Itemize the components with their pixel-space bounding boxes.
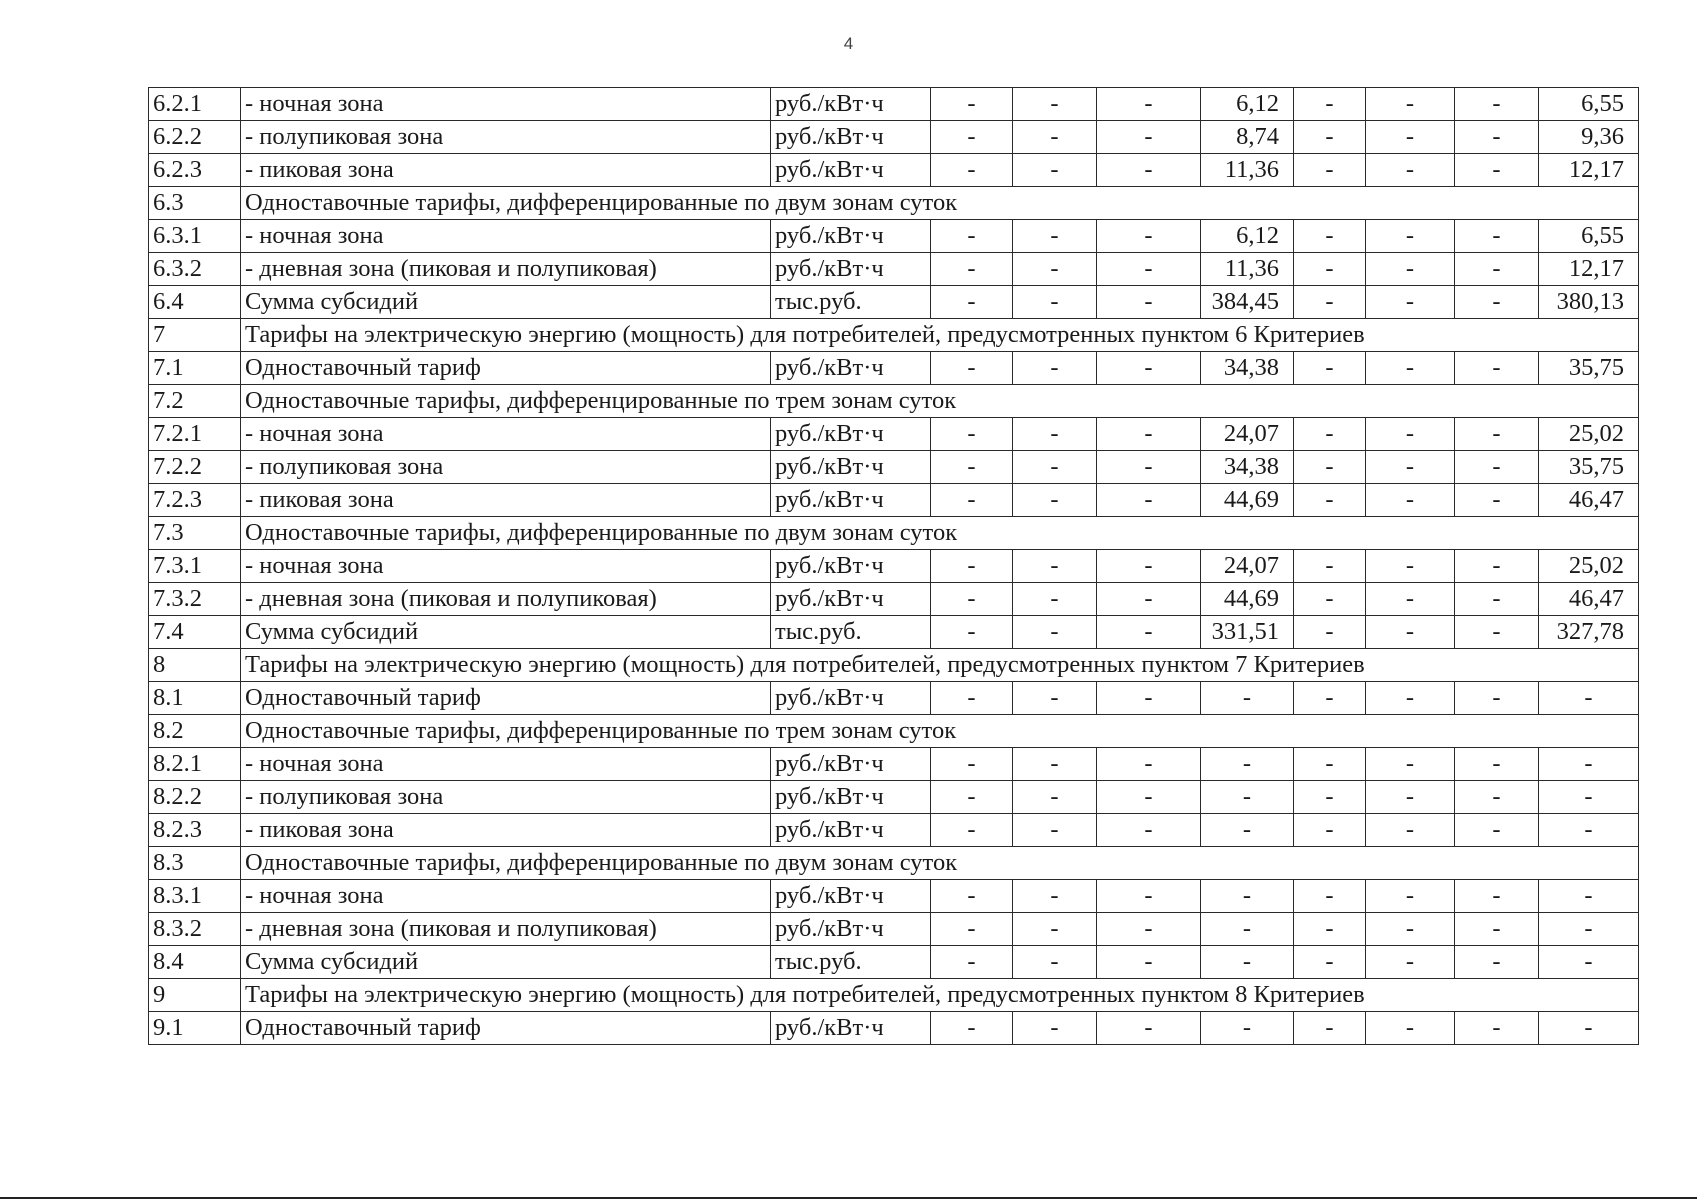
value-cell: -	[1013, 253, 1097, 286]
value-cell: -	[931, 352, 1013, 385]
value-cell: 24,07	[1201, 418, 1294, 451]
value-cell: -	[1013, 154, 1097, 187]
value-cell: -	[1201, 1012, 1294, 1045]
item-name: - ночная зона	[241, 88, 771, 121]
row-number: 8.1	[149, 682, 241, 715]
row-number: 7	[149, 319, 241, 352]
value-cell: 6,55	[1539, 88, 1639, 121]
table-row	[149, 550, 1639, 583]
value-cell: -	[1013, 748, 1097, 781]
row-number: 7.2.3	[149, 484, 241, 517]
table-row	[149, 1012, 1639, 1045]
value-cell: -	[931, 880, 1013, 913]
page-bottom-edge	[0, 1197, 1697, 1199]
value-cell: 380,13	[1539, 286, 1639, 319]
value-cell: -	[1366, 286, 1455, 319]
item-name: - дневная зона (пиковая и полупиковая)	[241, 583, 771, 616]
row-number: 8.2.1	[149, 748, 241, 781]
unit-cell: тыс.руб.	[771, 286, 931, 319]
value-cell: -	[1097, 583, 1201, 616]
tariff-table-body	[149, 88, 1639, 1045]
value-cell: -	[1294, 682, 1366, 715]
item-name: Одноставочный тариф	[241, 1012, 771, 1045]
value-cell: -	[1455, 1012, 1539, 1045]
value-cell: -	[931, 814, 1013, 847]
value-cell: -	[931, 88, 1013, 121]
row-number: 9.1	[149, 1012, 241, 1045]
value-cell: -	[1097, 121, 1201, 154]
value-cell: -	[931, 550, 1013, 583]
value-cell: -	[931, 616, 1013, 649]
value-cell: -	[931, 484, 1013, 517]
section-title: Одноставочные тарифы, дифференцированные по двум зонам суток	[241, 517, 1639, 550]
row-number: 8.2.2	[149, 781, 241, 814]
item-name: - ночная зона	[241, 418, 771, 451]
unit-cell: руб./кВт·ч	[771, 418, 931, 451]
section-title: Тарифы на электрическую энергию (мощность) для потребителей, предусмотренных пунктом 7 Критериев	[241, 649, 1639, 682]
section-row	[149, 385, 1639, 418]
unit-cell: руб./кВт·ч	[771, 484, 931, 517]
value-cell: -	[1097, 748, 1201, 781]
item-name: - ночная зона	[241, 748, 771, 781]
value-cell: -	[1294, 913, 1366, 946]
value-cell: -	[1097, 880, 1201, 913]
value-cell: -	[1294, 451, 1366, 484]
value-cell: -	[1097, 220, 1201, 253]
value-cell: -	[1539, 946, 1639, 979]
value-cell: -	[1097, 913, 1201, 946]
value-cell: -	[1294, 781, 1366, 814]
value-cell: 6,55	[1539, 220, 1639, 253]
value-cell: 11,36	[1201, 253, 1294, 286]
value-cell: -	[1455, 253, 1539, 286]
value-cell: -	[1455, 913, 1539, 946]
section-title: Одноставочные тарифы, дифференцированные по трем зонам суток	[241, 385, 1639, 418]
value-cell: -	[1455, 418, 1539, 451]
value-cell: -	[1097, 781, 1201, 814]
item-name: - ночная зона	[241, 880, 771, 913]
row-number: 8.4	[149, 946, 241, 979]
row-number: 7.3.2	[149, 583, 241, 616]
value-cell: -	[1013, 451, 1097, 484]
value-cell: -	[1013, 814, 1097, 847]
value-cell: -	[1455, 682, 1539, 715]
row-number: 8	[149, 649, 241, 682]
value-cell: 384,45	[1201, 286, 1294, 319]
value-cell: -	[1097, 616, 1201, 649]
value-cell: -	[1539, 1012, 1639, 1045]
value-cell: -	[1013, 1012, 1097, 1045]
value-cell: -	[1294, 484, 1366, 517]
section-title: Тарифы на электрическую энергию (мощность) для потребителей, предусмотренных пунктом 6 Критериев	[241, 319, 1639, 352]
value-cell: 24,07	[1201, 550, 1294, 583]
item-name: - ночная зона	[241, 550, 771, 583]
unit-cell: руб./кВт·ч	[771, 220, 931, 253]
value-cell: -	[1294, 418, 1366, 451]
value-cell: -	[931, 286, 1013, 319]
value-cell: -	[1366, 583, 1455, 616]
value-cell: 327,78	[1539, 616, 1639, 649]
value-cell: -	[1013, 616, 1097, 649]
section-title: Одноставочные тарифы, дифференцированные по трем зонам суток	[241, 715, 1639, 748]
value-cell: -	[1455, 583, 1539, 616]
table-row	[149, 880, 1639, 913]
row-number: 7.3.1	[149, 550, 241, 583]
table-row	[149, 814, 1639, 847]
value-cell: -	[931, 1012, 1013, 1045]
row-number: 6.3	[149, 187, 241, 220]
row-number: 6.3.1	[149, 220, 241, 253]
value-cell: -	[1366, 121, 1455, 154]
value-cell: 12,17	[1539, 154, 1639, 187]
unit-cell: руб./кВт·ч	[771, 550, 931, 583]
item-name: - пиковая зона	[241, 484, 771, 517]
value-cell: 6,12	[1201, 220, 1294, 253]
unit-cell: руб./кВт·ч	[771, 781, 931, 814]
value-cell: -	[1455, 550, 1539, 583]
value-cell: -	[1294, 1012, 1366, 1045]
section-row	[149, 319, 1639, 352]
value-cell: -	[1013, 550, 1097, 583]
table-row	[149, 220, 1639, 253]
value-cell: 25,02	[1539, 418, 1639, 451]
value-cell: -	[1013, 682, 1097, 715]
value-cell: -	[1097, 352, 1201, 385]
row-number: 8.2	[149, 715, 241, 748]
value-cell: -	[1366, 1012, 1455, 1045]
value-cell: -	[1294, 550, 1366, 583]
value-cell: -	[931, 121, 1013, 154]
value-cell: -	[1201, 913, 1294, 946]
item-name: - полупиковая зона	[241, 121, 771, 154]
table-row	[149, 286, 1639, 319]
value-cell: -	[931, 748, 1013, 781]
value-cell: -	[931, 451, 1013, 484]
row-number: 8.3.1	[149, 880, 241, 913]
section-title: Тарифы на электрическую энергию (мощность) для потребителей, предусмотренных пунктом 8 Критериев	[241, 979, 1639, 1012]
table-row	[149, 451, 1639, 484]
row-number: 6.4	[149, 286, 241, 319]
value-cell: -	[931, 154, 1013, 187]
value-cell: -	[1201, 748, 1294, 781]
value-cell: -	[1097, 1012, 1201, 1045]
value-cell: -	[1097, 253, 1201, 286]
value-cell: 35,75	[1539, 451, 1639, 484]
value-cell: 44,69	[1201, 484, 1294, 517]
value-cell: -	[1455, 880, 1539, 913]
unit-cell: руб./кВт·ч	[771, 451, 931, 484]
row-number: 6.2.1	[149, 88, 241, 121]
value-cell: -	[1366, 352, 1455, 385]
value-cell: -	[1294, 748, 1366, 781]
table-row	[149, 583, 1639, 616]
value-cell: 34,38	[1201, 451, 1294, 484]
value-cell: -	[1455, 451, 1539, 484]
item-name: - дневная зона (пиковая и полупиковая)	[241, 253, 771, 286]
value-cell: -	[1366, 913, 1455, 946]
row-number: 6.2.3	[149, 154, 241, 187]
value-cell: -	[1455, 286, 1539, 319]
value-cell: 46,47	[1539, 583, 1639, 616]
value-cell: -	[1366, 814, 1455, 847]
unit-cell: руб./кВт·ч	[771, 880, 931, 913]
row-number: 7.2.1	[149, 418, 241, 451]
value-cell: -	[1013, 352, 1097, 385]
item-name: Сумма субсидий	[241, 616, 771, 649]
item-name: Одноставочный тариф	[241, 682, 771, 715]
value-cell: -	[1455, 121, 1539, 154]
value-cell: -	[1366, 88, 1455, 121]
unit-cell: руб./кВт·ч	[771, 913, 931, 946]
value-cell: -	[1294, 154, 1366, 187]
value-cell: -	[1013, 484, 1097, 517]
item-name: - полупиковая зона	[241, 451, 771, 484]
value-cell: -	[931, 418, 1013, 451]
value-cell: -	[1539, 913, 1639, 946]
value-cell: -	[1294, 88, 1366, 121]
row-number: 7.2	[149, 385, 241, 418]
value-cell: -	[1201, 682, 1294, 715]
value-cell: -	[1366, 154, 1455, 187]
unit-cell: руб./кВт·ч	[771, 748, 931, 781]
unit-cell: руб./кВт·ч	[771, 682, 931, 715]
value-cell: -	[1366, 748, 1455, 781]
value-cell: -	[1013, 220, 1097, 253]
item-name: - ночная зона	[241, 220, 771, 253]
row-number: 7.4	[149, 616, 241, 649]
value-cell: 34,38	[1201, 352, 1294, 385]
section-row	[149, 517, 1639, 550]
value-cell: -	[1013, 121, 1097, 154]
value-cell: -	[1455, 946, 1539, 979]
unit-cell: тыс.руб.	[771, 946, 931, 979]
value-cell: -	[1013, 286, 1097, 319]
value-cell: -	[1097, 154, 1201, 187]
value-cell: 46,47	[1539, 484, 1639, 517]
table-row	[149, 913, 1639, 946]
unit-cell: руб./кВт·ч	[771, 352, 931, 385]
section-title: Одноставочные тарифы, дифференцированные по двум зонам суток	[241, 847, 1639, 880]
value-cell: -	[1294, 583, 1366, 616]
value-cell: -	[1097, 451, 1201, 484]
value-cell: 35,75	[1539, 352, 1639, 385]
value-cell: -	[1455, 484, 1539, 517]
section-title: Одноставочные тарифы, дифференцированные по двум зонам суток	[241, 187, 1639, 220]
table-row	[149, 781, 1639, 814]
value-cell: 12,17	[1539, 253, 1639, 286]
value-cell: -	[1294, 253, 1366, 286]
value-cell: -	[1539, 682, 1639, 715]
value-cell: -	[1366, 220, 1455, 253]
value-cell: -	[1366, 550, 1455, 583]
table-row	[149, 616, 1639, 649]
table-row	[149, 88, 1639, 121]
value-cell: 6,12	[1201, 88, 1294, 121]
value-cell: -	[1294, 946, 1366, 979]
value-cell: -	[1455, 220, 1539, 253]
unit-cell: руб./кВт·ч	[771, 253, 931, 286]
value-cell: -	[1366, 418, 1455, 451]
value-cell: -	[931, 253, 1013, 286]
unit-cell: руб./кВт·ч	[771, 88, 931, 121]
row-number: 8.3	[149, 847, 241, 880]
table-row	[149, 352, 1639, 385]
table-row	[149, 418, 1639, 451]
value-cell: -	[1366, 484, 1455, 517]
value-cell: -	[1294, 121, 1366, 154]
value-cell: -	[1366, 253, 1455, 286]
item-name: - пиковая зона	[241, 154, 771, 187]
value-cell: -	[1013, 880, 1097, 913]
value-cell: -	[1294, 352, 1366, 385]
value-cell: -	[1097, 550, 1201, 583]
unit-cell: руб./кВт·ч	[771, 121, 931, 154]
value-cell: -	[1097, 484, 1201, 517]
value-cell: -	[1455, 616, 1539, 649]
value-cell: -	[1201, 814, 1294, 847]
item-name: - полупиковая зона	[241, 781, 771, 814]
unit-cell: руб./кВт·ч	[771, 154, 931, 187]
value-cell: -	[1455, 814, 1539, 847]
item-name: - пиковая зона	[241, 814, 771, 847]
row-number: 7.1	[149, 352, 241, 385]
row-number: 6.2.2	[149, 121, 241, 154]
section-row	[149, 847, 1639, 880]
value-cell: -	[1013, 913, 1097, 946]
value-cell: -	[931, 682, 1013, 715]
value-cell: -	[1201, 880, 1294, 913]
tariff-table	[148, 87, 1639, 1045]
table-row	[149, 121, 1639, 154]
value-cell: -	[1294, 616, 1366, 649]
value-cell: -	[1097, 682, 1201, 715]
table-row	[149, 946, 1639, 979]
section-row	[149, 187, 1639, 220]
unit-cell: руб./кВт·ч	[771, 1012, 931, 1045]
value-cell: 11,36	[1201, 154, 1294, 187]
value-cell: -	[1097, 946, 1201, 979]
row-number: 7.3	[149, 517, 241, 550]
table-row	[149, 484, 1639, 517]
value-cell: -	[1455, 352, 1539, 385]
row-number: 7.2.2	[149, 451, 241, 484]
value-cell: -	[1539, 781, 1639, 814]
value-cell: 44,69	[1201, 583, 1294, 616]
value-cell: -	[1294, 814, 1366, 847]
value-cell: -	[1013, 583, 1097, 616]
value-cell: -	[1539, 880, 1639, 913]
table-row	[149, 253, 1639, 286]
page-number: 4	[843, 34, 854, 53]
value-cell: -	[1201, 946, 1294, 979]
value-cell: -	[1097, 814, 1201, 847]
section-row	[149, 979, 1639, 1012]
value-cell: -	[1455, 781, 1539, 814]
value-cell: -	[1366, 880, 1455, 913]
table-row	[149, 682, 1639, 715]
value-cell: -	[1366, 616, 1455, 649]
item-name: Сумма субсидий	[241, 286, 771, 319]
unit-cell: руб./кВт·ч	[771, 583, 931, 616]
section-row	[149, 715, 1639, 748]
item-name: Сумма субсидий	[241, 946, 771, 979]
row-number: 8.3.2	[149, 913, 241, 946]
value-cell: -	[1097, 286, 1201, 319]
table-row	[149, 748, 1639, 781]
value-cell: -	[931, 220, 1013, 253]
value-cell: -	[931, 583, 1013, 616]
value-cell: -	[1455, 88, 1539, 121]
value-cell: -	[1455, 154, 1539, 187]
value-cell: 25,02	[1539, 550, 1639, 583]
value-cell: -	[931, 946, 1013, 979]
unit-cell: тыс.руб.	[771, 616, 931, 649]
value-cell: -	[1366, 946, 1455, 979]
unit-cell: руб./кВт·ч	[771, 814, 931, 847]
item-name: - дневная зона (пиковая и полупиковая)	[241, 913, 771, 946]
value-cell: -	[1539, 748, 1639, 781]
section-row	[149, 649, 1639, 682]
value-cell: -	[1539, 814, 1639, 847]
value-cell: -	[1294, 286, 1366, 319]
value-cell: -	[1013, 946, 1097, 979]
value-cell: -	[1013, 88, 1097, 121]
value-cell: -	[1097, 88, 1201, 121]
value-cell: -	[1201, 781, 1294, 814]
value-cell: -	[1366, 451, 1455, 484]
row-number: 8.2.3	[149, 814, 241, 847]
value-cell: 331,51	[1201, 616, 1294, 649]
value-cell: -	[1097, 418, 1201, 451]
value-cell: -	[1013, 418, 1097, 451]
value-cell: -	[1366, 682, 1455, 715]
value-cell: 8,74	[1201, 121, 1294, 154]
value-cell: -	[1294, 880, 1366, 913]
value-cell: -	[1455, 748, 1539, 781]
item-name: Одноставочный тариф	[241, 352, 771, 385]
value-cell: -	[1013, 781, 1097, 814]
value-cell: -	[1366, 781, 1455, 814]
row-number: 6.3.2	[149, 253, 241, 286]
row-number: 9	[149, 979, 241, 1012]
value-cell: 9,36	[1539, 121, 1639, 154]
value-cell: -	[1294, 220, 1366, 253]
value-cell: -	[931, 781, 1013, 814]
value-cell: -	[931, 913, 1013, 946]
table-row	[149, 154, 1639, 187]
